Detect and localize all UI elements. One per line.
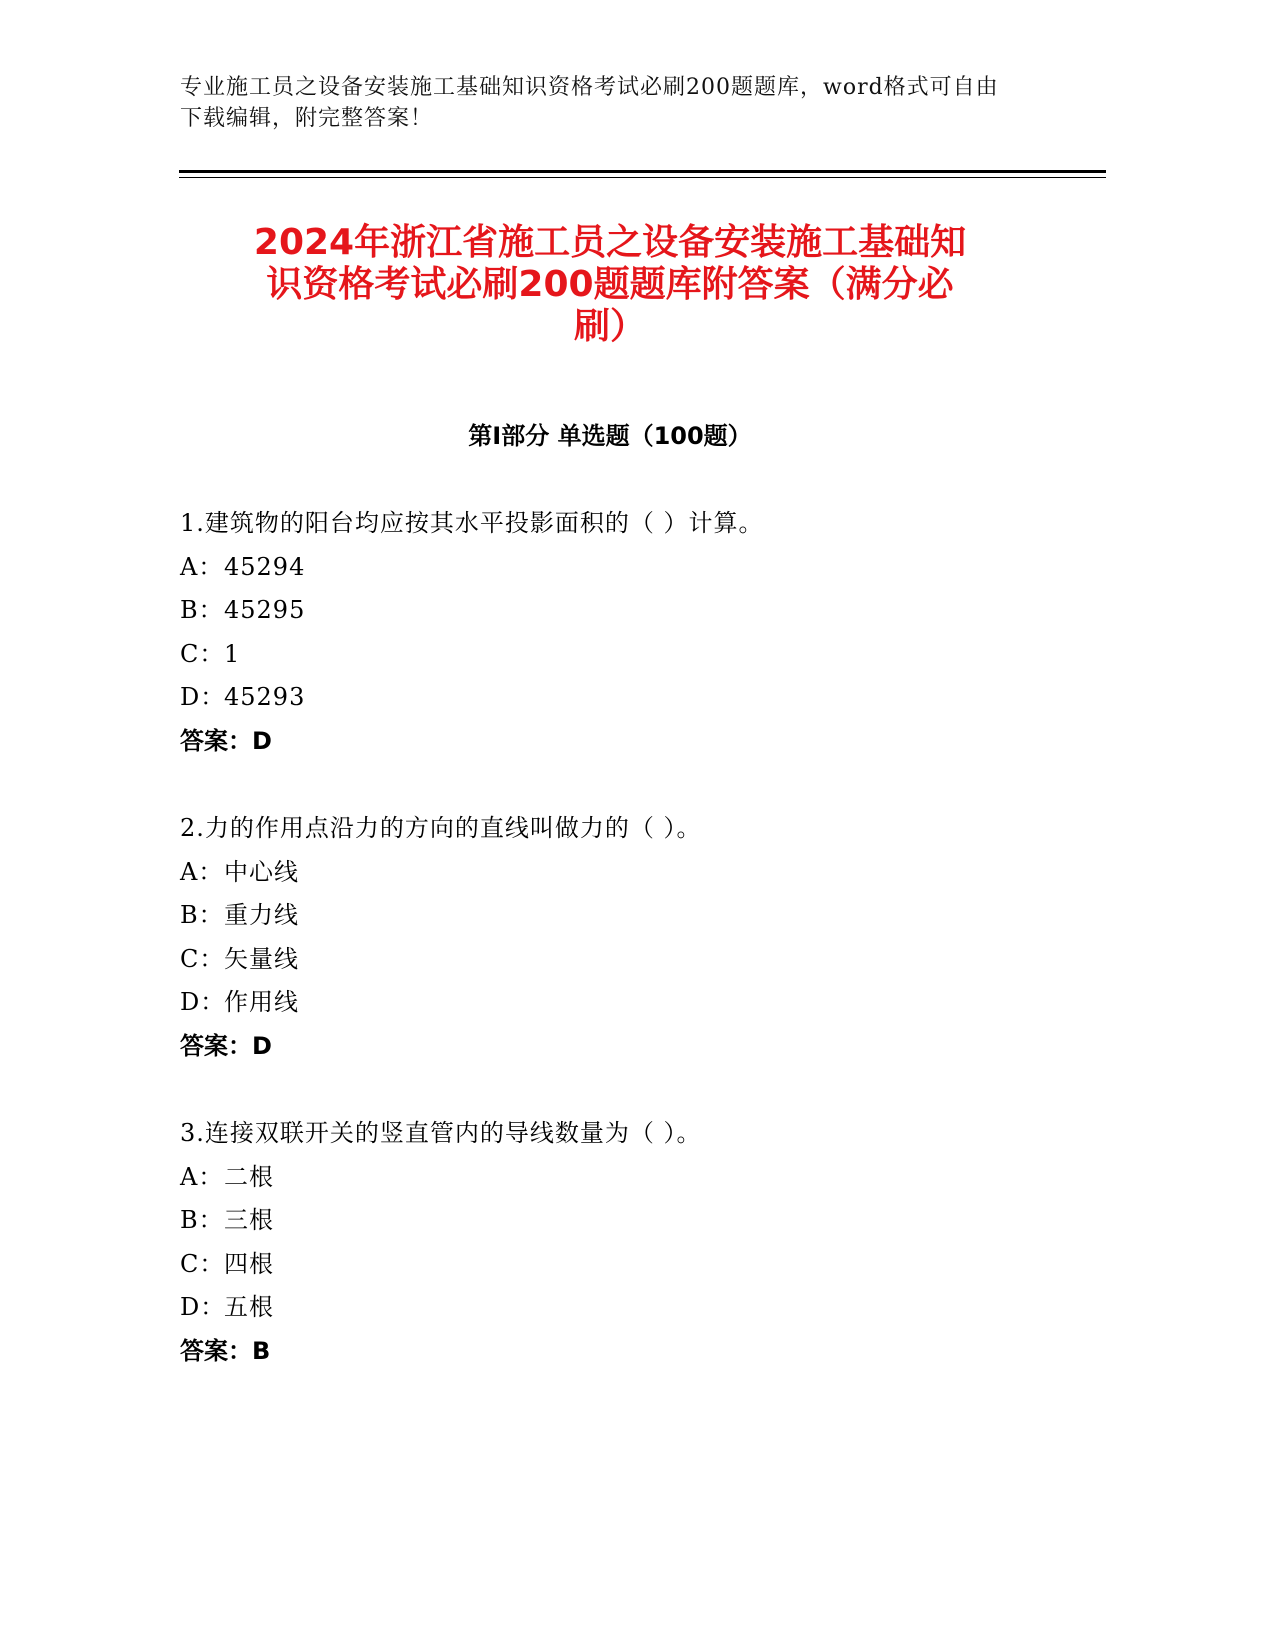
question-stem: 1.建筑物的阳台均应按其水平投影面积的（ ）计算。 [180, 509, 764, 537]
option-text: 二根 [224, 1162, 274, 1191]
option-text: 45294 [224, 552, 306, 581]
question-answer: 答案：B [180, 1336, 271, 1365]
option-text: 重力线 [224, 901, 299, 929]
header-divider-thin [179, 177, 1106, 178]
option-c [180, 639, 1080, 683]
option-d [180, 987, 1080, 1031]
option-key: A： [180, 1162, 224, 1191]
question-answer: 答案：D [180, 726, 272, 755]
option-key: B： [180, 1206, 224, 1234]
header-note-line-2: 下载编辑，附完整答案！ [180, 106, 434, 131]
section-title: 第Ⅰ部分 单选题（100题） [468, 422, 752, 450]
question-stem: 2.力的作用点沿力的方向的直线叫做力的（ ）。 [180, 814, 702, 842]
option-key: A： [180, 857, 224, 886]
option-text: 作用线 [224, 988, 299, 1016]
option-text: 四根 [224, 1249, 274, 1278]
document-title [180, 222, 1040, 348]
option-text: 矢量线 [224, 944, 299, 973]
option-d [180, 682, 1080, 726]
header-note-line-1: 专业施工员之设备安装施工基础知识资格考试必刷200题题库，word格式可自由 [180, 75, 999, 100]
document-title-line-3: 刷） [573, 306, 646, 347]
option-key: C： [180, 1249, 225, 1278]
option-c [180, 1249, 1080, 1293]
option-a [180, 552, 1080, 596]
option-key: A： [180, 552, 224, 581]
option-a [180, 857, 1080, 901]
option-b [180, 1205, 1080, 1249]
option-text: 五根 [224, 1293, 274, 1321]
option-key: B： [180, 901, 224, 929]
question-1 [180, 508, 1080, 769]
option-text: 1 [224, 639, 241, 668]
header-divider-thick [179, 170, 1106, 173]
option-key: C： [180, 944, 225, 973]
document-title-line-2: 识资格考试必刷200题题库附答案（满分必 [266, 264, 954, 305]
header-note [180, 72, 1060, 134]
question-stem: 3.连接双联开关的竖直管内的导线数量为（ ）。 [180, 1119, 702, 1147]
question-answer: 答案：D [180, 1031, 272, 1060]
option-c [180, 944, 1080, 988]
option-text: 三根 [224, 1206, 274, 1234]
option-key: D： [180, 988, 226, 1016]
option-a [180, 1162, 1080, 1206]
option-text: 中心线 [224, 857, 299, 886]
option-text: 45293 [224, 683, 306, 711]
question-3 [180, 1118, 1080, 1379]
option-key: D： [180, 1293, 226, 1321]
option-key: D： [180, 683, 226, 711]
option-key: C： [180, 639, 225, 668]
option-text: 45295 [224, 596, 306, 624]
option-b [180, 595, 1080, 639]
option-key: B： [180, 596, 224, 624]
document-title-line-1: 2024年浙江省施工员之设备安装施工基础知 [253, 222, 967, 263]
question-2 [180, 813, 1080, 1074]
option-b [180, 900, 1080, 944]
option-d [180, 1292, 1080, 1336]
